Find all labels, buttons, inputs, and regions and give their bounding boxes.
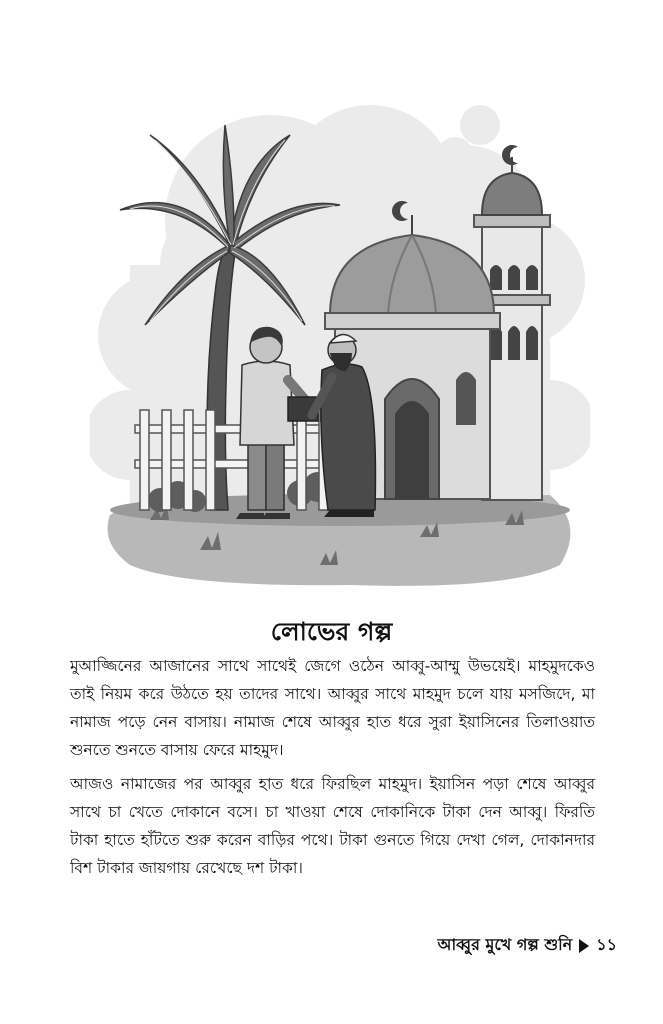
story-paragraph-2: আজও নামাজের পর আব্বুর হাত ধরে ফিরছিল মাহমুদ। ইয়াসিন পড়া শেষে আব্বুর সাথে চা খেতে দোকানে বসে। চা খাওয়া শেষে দোকানিকে টাকা দেন আব্বু। ফিরতি টাকা হাতে হাঁটতে শুরু করেন বাড়ির পথে। টাকা গুনতে গিয়ে দেখা গেল, দোকানদার বিশ টাকার জায়গায় রেখেছে দশ টাকা।: [70, 775, 595, 877]
book-title: আব্বুর মুখে গল্প শুনি: [437, 935, 573, 954]
page-number: ১১: [596, 935, 617, 954]
page-footer: [438, 932, 617, 959]
triangle-right-icon: [579, 939, 589, 953]
story-title: লোভের গল্প: [270, 617, 393, 646]
illustration: [90, 95, 590, 595]
story-paragraph-1: মুআজ্জিনের আজানের সাথে সাথেই জেগে ওঠেন আব্বু-আম্মু উভয়েই। মাহমুদকেও তাই নিয়ম করে উঠতে হয় তাদের সাথে। আব্বুর সাথে মাহমুদ চলে যায় মসজিদে, মা নামাজ পড়ে নেন বাসায়। নামাজ শেষে আব্বুর হাত ধরে সুরা ইয়াসিনের তিলাওয়াত শুনতে শুনতে বাসায় ফেরে মাহমুদ।: [70, 657, 595, 759]
